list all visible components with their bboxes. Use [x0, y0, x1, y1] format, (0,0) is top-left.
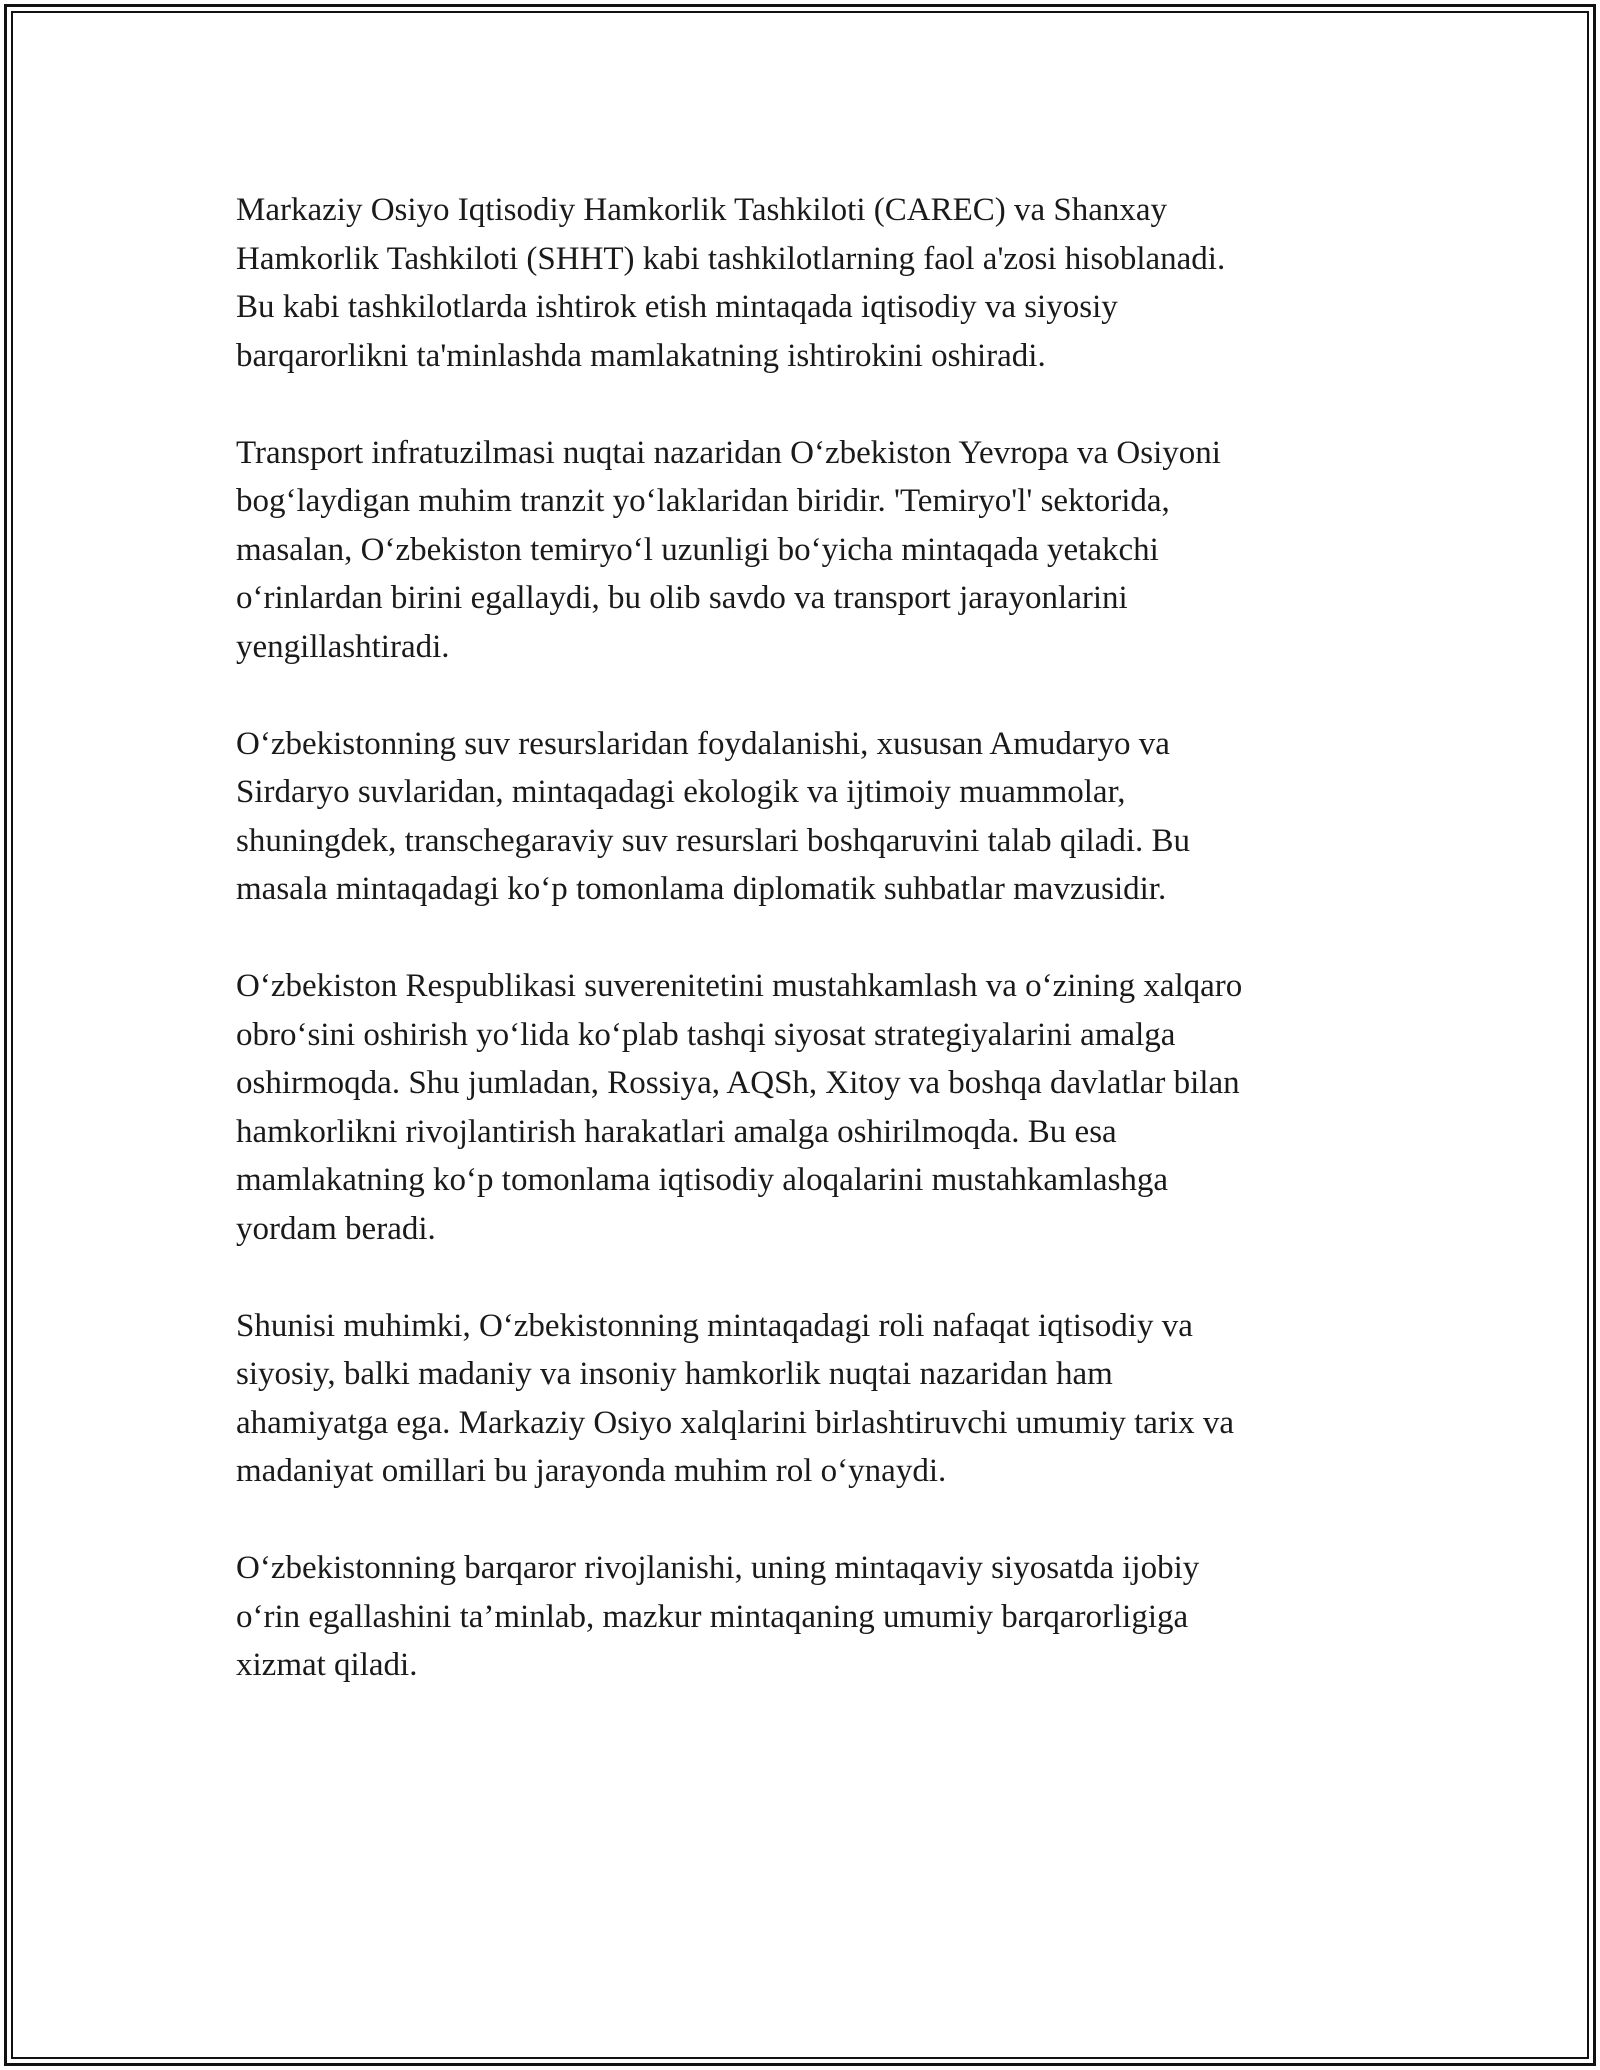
- text-line: masalan, O‘zbekiston temiryo‘l uzunligi bo‘yicha mintaqada yetakchi: [236, 531, 1159, 568]
- text-line: oshirmoqda. Shu jumladan, Rossiya, AQSh, Xitoy va boshqa davlatlar bilan: [236, 1065, 1240, 1101]
- paragraph-2: [236, 429, 1376, 672]
- text-line: madaniyat omillari bu jarayonda muhim rol o‘ynaydi.: [236, 1453, 947, 1489]
- text-line: Shunisi muhimki, O‘zbekistonning mintaqadagi roli nafaqat iqtisodiy va: [236, 1307, 1193, 1344]
- text-line: Hamkorlik Tashkiloti (SHHT) kabi tashkilotlarning faol a'zosi hisoblanadi.: [236, 240, 1226, 277]
- text-line: O‘zbekistonning suv resurslaridan foydalanishi, xususan Amudaryo va: [236, 725, 1170, 762]
- text-line: mamlakatning ko‘p tomonlama iqtisodiy aloqalarini mustahkamlashga: [236, 1162, 1169, 1198]
- text-line: yengillashtiradi.: [236, 628, 450, 665]
- text-line: hamkorlikni rivojlantirish harakatlari amalga oshirilmoqda. Bu esa: [236, 1113, 1117, 1150]
- paragraph-3: [236, 720, 1376, 914]
- text-line: xizmat qiladi.: [236, 1647, 418, 1683]
- paragraph-4: [236, 962, 1376, 1253]
- text-line: Bu kabi tashkilotlarda ishtirok etish mintaqada iqtisodiy va siyosiy: [236, 289, 1118, 325]
- text-line: siyosiy, balki madaniy va insoniy hamkorlik nuqtai nazaridan ham: [236, 1356, 1113, 1392]
- text-line: bog‘laydigan muhim tranzit yo‘laklaridan biridir. 'Temiryo'l' sektorida,: [236, 483, 1170, 519]
- text-line: O‘zbekistonning barqaror rivojlanishi, uning mintaqaviy siyosatda ijobiy: [236, 1550, 1200, 1586]
- document-body: [236, 186, 1376, 1690]
- text-line: Markaziy Osiyo Iqtisodiy Hamkorlik Tashkiloti (CAREC) va Shanxay: [236, 192, 1168, 228]
- paragraph-5: [236, 1302, 1376, 1496]
- text-line: ahamiyatga ega. Markaziy Osiyo xalqlarini birlashtiruvchi umumiy tarix va: [236, 1404, 1234, 1441]
- text-line: shuningdek, transchegaraviy suv resurslari boshqaruvini talab qiladi. Bu: [236, 822, 1191, 859]
- text-line: barqarorlikni ta'minlashda mamlakatning ishtirokini oshiradi.: [236, 337, 1046, 374]
- paragraph-1: [236, 186, 1376, 380]
- text-line: o‘rin egallashini ta’minlab, mazkur mintaqaning umumiy barqarorligiga: [236, 1598, 1189, 1635]
- text-line: Sirdaryo suvlaridan, mintaqadagi ekologik va ijtimoiy muammolar,: [236, 774, 1126, 810]
- text-line: Transport infratuzilmasi nuqtai nazaridan O‘zbekiston Yevropa va Osiyoni: [236, 434, 1221, 471]
- text-line: yordam beradi.: [236, 1210, 436, 1247]
- text-line: O‘zbekiston Respublikasi suverenitetini mustahkamlash va o‘zining xalqaro: [236, 968, 1243, 1004]
- text-line: o‘rinlardan birini egallaydi, bu olib savdo va transport jarayonlarini: [236, 580, 1128, 616]
- text-line: obro‘sini oshirish yo‘lida ko‘plab tashqi siyosat strategiyalarini amalga: [236, 1016, 1176, 1053]
- text-line: masala mintaqadagi ko‘p tomonlama diplomatik suhbatlar mavzusidir.: [236, 871, 1167, 907]
- paragraph-6: [236, 1544, 1376, 1690]
